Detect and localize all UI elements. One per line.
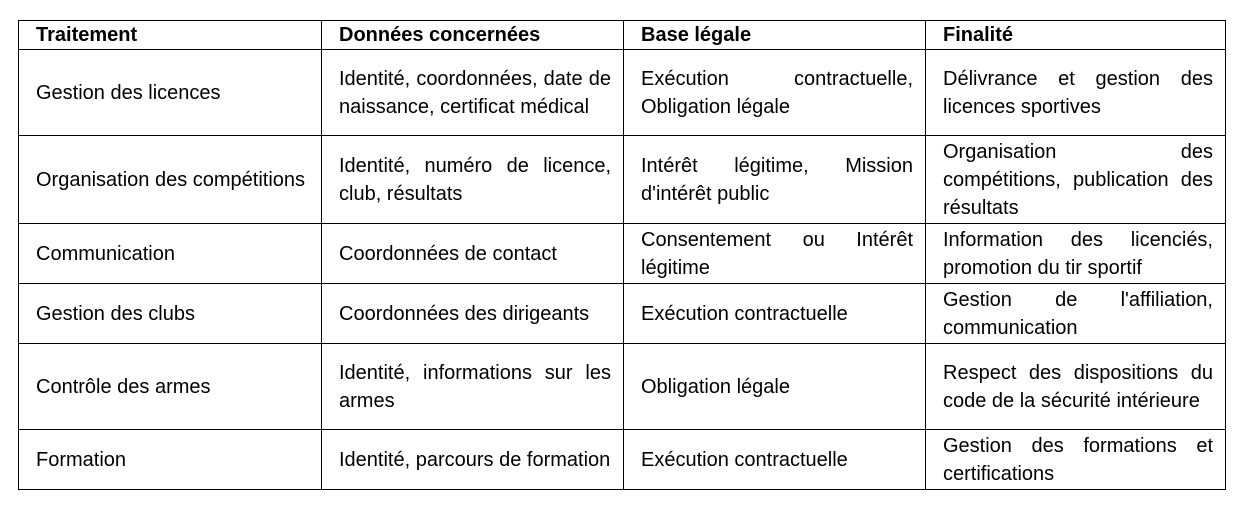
cell-donnees: Coordonnées de contact — [322, 224, 624, 284]
table-row — [19, 224, 1226, 284]
table-row — [19, 344, 1226, 430]
cell-base-legale: Exécution contractuelle — [624, 284, 926, 344]
cell-finalite: Respect des dispositions du code de la sécurité intérieure — [926, 344, 1226, 430]
cell-traitement: Organisation des compétitions — [19, 136, 322, 224]
cell-base-legale: Obligation légale — [624, 344, 926, 430]
table-row — [19, 50, 1226, 136]
cell-donnees: Identité, parcours de formation — [322, 430, 624, 490]
cell-donnees: Identité, coordonnées, date de naissance, certificat médical — [322, 50, 624, 136]
header-base-legale: Base légale — [624, 21, 926, 50]
cell-donnees: Identité, numéro de licence, club, résultats — [322, 136, 624, 224]
processing-table — [18, 20, 1226, 490]
cell-base-legale: Consentement ou Intérêt légitime — [624, 224, 926, 284]
cell-traitement: Formation — [19, 430, 322, 490]
cell-finalite: Délivrance et gestion des licences sportives — [926, 50, 1226, 136]
cell-traitement: Gestion des licences — [19, 50, 322, 136]
cell-finalite: Gestion de l'affiliation, communication — [926, 284, 1226, 344]
table-header-row — [19, 21, 1226, 50]
cell-donnees: Coordonnées des dirigeants — [322, 284, 624, 344]
cell-finalite: Information des licenciés, promotion du tir sportif — [926, 224, 1226, 284]
cell-traitement: Contrôle des armes — [19, 344, 322, 430]
cell-traitement: Gestion des clubs — [19, 284, 322, 344]
cell-finalite: Organisation des compétitions, publication des résultats — [926, 136, 1226, 224]
header-traitement: Traitement — [19, 21, 322, 50]
table-row — [19, 430, 1226, 490]
cell-finalite: Gestion des formations et certifications — [926, 430, 1226, 490]
cell-base-legale: Exécution contractuelle — [624, 430, 926, 490]
cell-base-legale: Exécution contractuelle, Obligation légale — [624, 50, 926, 136]
cell-base-legale: Intérêt légitime, Mission d'intérêt public — [624, 136, 926, 224]
header-donnees: Données concernées — [322, 21, 624, 50]
cell-donnees: Identité, informations sur les armes — [322, 344, 624, 430]
header-finalite: Finalité — [926, 21, 1226, 50]
table-row — [19, 284, 1226, 344]
cell-traitement: Communication — [19, 224, 322, 284]
table-row — [19, 136, 1226, 224]
